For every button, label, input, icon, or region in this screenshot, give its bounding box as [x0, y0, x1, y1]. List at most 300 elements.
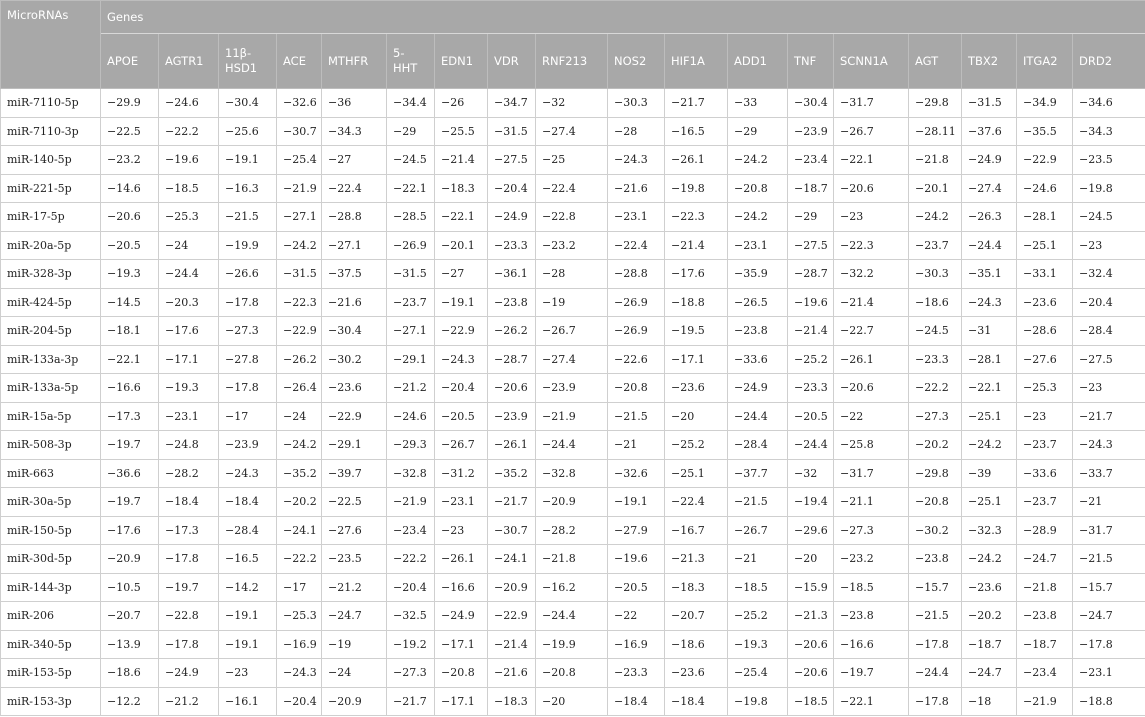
energy-value-cell: −32	[536, 89, 608, 118]
energy-value-cell: −29.1	[387, 345, 435, 374]
mirna-name-cell: miR-663	[1, 459, 101, 488]
energy-value-cell: −28.4	[1073, 317, 1145, 346]
energy-value-cell: −17.8	[1073, 630, 1145, 659]
energy-value-cell: −23.4	[1017, 659, 1073, 688]
energy-value-cell: −22.1	[435, 203, 488, 232]
energy-value-cell: −20.8	[728, 174, 788, 203]
mirna-name-cell: miR-424-5p	[1, 288, 101, 317]
energy-value-cell: −22.3	[277, 288, 322, 317]
energy-value-cell: −23.8	[909, 545, 962, 574]
table-row	[1, 659, 1145, 688]
energy-value-cell: −16.9	[277, 630, 322, 659]
energy-value-cell: −22.5	[101, 117, 159, 146]
energy-value-cell: −18.7	[1017, 630, 1073, 659]
table-row	[1, 545, 1145, 574]
energy-value-cell: −25.1	[665, 459, 728, 488]
energy-value-cell: −31.5	[962, 89, 1017, 118]
energy-value-cell: −26.5	[728, 288, 788, 317]
energy-value-cell: −16.6	[101, 374, 159, 403]
energy-value-cell: −20.4	[488, 174, 536, 203]
energy-value-cell: −23.1	[728, 231, 788, 260]
column-header: ADD1	[728, 34, 788, 89]
energy-value-cell: −12.2	[101, 687, 159, 716]
energy-value-cell: −19.7	[834, 659, 909, 688]
energy-value-cell: −26.1	[834, 345, 909, 374]
energy-value-cell: −16.3	[219, 174, 277, 203]
energy-value-cell: −18.6	[665, 630, 728, 659]
energy-value-cell: −20.2	[277, 488, 322, 517]
energy-value-cell: −29	[728, 117, 788, 146]
mirna-name-cell: miR-30a-5p	[1, 488, 101, 517]
energy-value-cell: −19.8	[728, 687, 788, 716]
energy-value-cell: −24.3	[435, 345, 488, 374]
energy-value-cell: −18.5	[159, 174, 219, 203]
energy-value-cell: −26.1	[435, 545, 488, 574]
energy-value-cell: −26.7	[728, 516, 788, 545]
energy-value-cell: −28.8	[322, 203, 387, 232]
energy-value-cell: −35.9	[728, 260, 788, 289]
energy-value-cell: −21.9	[387, 488, 435, 517]
energy-value-cell: −36.1	[488, 260, 536, 289]
energy-value-cell: −14.6	[101, 174, 159, 203]
energy-value-cell: −24.7	[1073, 602, 1145, 631]
energy-value-cell: −24.2	[728, 146, 788, 175]
energy-value-cell: −19.3	[101, 260, 159, 289]
energy-value-cell: −17.8	[159, 630, 219, 659]
energy-value-cell: −30.4	[788, 89, 834, 118]
energy-value-cell: −20	[788, 545, 834, 574]
energy-value-cell: −23.9	[219, 431, 277, 460]
energy-value-cell: −17	[277, 573, 322, 602]
mirna-name-cell: miR-153-5p	[1, 659, 101, 688]
energy-value-cell: −21.6	[322, 288, 387, 317]
energy-value-cell: −10.5	[101, 573, 159, 602]
mirna-name-cell: miR-133a-5p	[1, 374, 101, 403]
table-row	[1, 602, 1145, 631]
energy-value-cell: −32.4	[1073, 260, 1145, 289]
energy-value-cell: −21.8	[536, 545, 608, 574]
energy-value-cell: −24.7	[962, 659, 1017, 688]
table-row	[1, 174, 1145, 203]
energy-value-cell: −30.2	[909, 516, 962, 545]
energy-value-cell: −23.1	[159, 402, 219, 431]
energy-value-cell: −21.4	[435, 146, 488, 175]
energy-value-cell: −24.4	[159, 260, 219, 289]
energy-value-cell: −20.6	[788, 630, 834, 659]
energy-value-cell: −24.2	[728, 203, 788, 232]
energy-value-cell: −17.8	[219, 288, 277, 317]
energy-value-cell: −34.3	[1073, 117, 1145, 146]
energy-value-cell: −21.4	[788, 317, 834, 346]
energy-value-cell: −20.2	[909, 431, 962, 460]
column-header: AGT	[909, 34, 962, 89]
energy-value-cell: −19.6	[159, 146, 219, 175]
energy-value-cell: −33.7	[1073, 459, 1145, 488]
energy-value-cell: −19.1	[608, 488, 665, 517]
energy-value-cell: −21.9	[277, 174, 322, 203]
energy-value-cell: −23.8	[488, 288, 536, 317]
table-row	[1, 288, 1145, 317]
table-row	[1, 345, 1145, 374]
energy-value-cell: −20.7	[101, 602, 159, 631]
energy-value-cell: −25.6	[219, 117, 277, 146]
energy-value-cell: −21.9	[1017, 687, 1073, 716]
energy-value-cell: −28.1	[1017, 203, 1073, 232]
energy-value-cell: −24.3	[277, 659, 322, 688]
energy-value-cell: −25.4	[728, 659, 788, 688]
energy-value-cell: −20	[665, 402, 728, 431]
energy-value-cell: −21.5	[1073, 545, 1145, 574]
energy-value-cell: −26.3	[962, 203, 1017, 232]
energy-value-cell: −20.1	[435, 231, 488, 260]
energy-value-cell: −27.6	[1017, 345, 1073, 374]
energy-value-cell: −22	[834, 402, 909, 431]
energy-value-cell: −19.3	[159, 374, 219, 403]
energy-value-cell: −30.4	[322, 317, 387, 346]
energy-value-cell: −16.9	[608, 630, 665, 659]
energy-value-cell: −25.3	[1017, 374, 1073, 403]
energy-value-cell: −20.9	[101, 545, 159, 574]
mirna-name-cell: miR-17-5p	[1, 203, 101, 232]
energy-value-cell: −24.5	[909, 317, 962, 346]
energy-value-cell: −16.7	[665, 516, 728, 545]
energy-value-cell: −19	[322, 630, 387, 659]
table-row	[1, 459, 1145, 488]
mirna-name-cell: miR-20a-5p	[1, 231, 101, 260]
energy-value-cell: −24.3	[608, 146, 665, 175]
table-row	[1, 431, 1145, 460]
energy-value-cell: −20.3	[159, 288, 219, 317]
energy-value-cell: −26.4	[277, 374, 322, 403]
table-body	[1, 89, 1145, 716]
energy-value-cell: −20.8	[536, 659, 608, 688]
energy-value-cell: −17.1	[665, 345, 728, 374]
energy-value-cell: −31.7	[834, 89, 909, 118]
energy-value-cell: −26.2	[488, 317, 536, 346]
column-header: NOS2	[608, 34, 665, 89]
energy-value-cell: −21.4	[488, 630, 536, 659]
energy-value-cell: −31.7	[1073, 516, 1145, 545]
energy-value-cell: −25	[536, 146, 608, 175]
energy-value-cell: −35.5	[1017, 117, 1073, 146]
energy-value-cell: −25.8	[834, 431, 909, 460]
energy-value-cell: −17.6	[159, 317, 219, 346]
energy-value-cell: −23.7	[387, 288, 435, 317]
energy-value-cell: −22.2	[387, 545, 435, 574]
energy-value-cell: −31.5	[488, 117, 536, 146]
energy-value-cell: −30.4	[219, 89, 277, 118]
energy-value-cell: −18.7	[962, 630, 1017, 659]
energy-value-cell: −16.1	[219, 687, 277, 716]
energy-value-cell: −21.2	[387, 374, 435, 403]
energy-value-cell: −28	[536, 260, 608, 289]
energy-value-cell: −20.8	[435, 659, 488, 688]
energy-value-cell: −25.3	[277, 602, 322, 631]
energy-value-cell: −18.1	[101, 317, 159, 346]
energy-value-cell: −21.4	[834, 288, 909, 317]
energy-value-cell: −22.4	[536, 174, 608, 203]
energy-value-cell: −18.7	[788, 174, 834, 203]
energy-value-cell: −29.3	[387, 431, 435, 460]
energy-value-cell: −25.1	[1017, 231, 1073, 260]
energy-value-cell: −30.7	[277, 117, 322, 146]
group-header-genes: Genes	[101, 1, 1145, 34]
energy-value-cell: −24.4	[536, 602, 608, 631]
energy-value-cell: −24.4	[909, 659, 962, 688]
energy-value-cell: −19.6	[608, 545, 665, 574]
energy-value-cell: −22.2	[277, 545, 322, 574]
energy-value-cell: −27.4	[536, 117, 608, 146]
energy-value-cell: −19.1	[219, 602, 277, 631]
energy-value-cell: −19.7	[101, 431, 159, 460]
energy-value-cell: −22.4	[322, 174, 387, 203]
energy-value-cell: −35.2	[488, 459, 536, 488]
energy-value-cell: −24.3	[219, 459, 277, 488]
mirna-name-cell: miR-150-5p	[1, 516, 101, 545]
energy-value-cell: −39.7	[322, 459, 387, 488]
energy-value-cell: −18.5	[728, 573, 788, 602]
energy-value-cell: −27.8	[219, 345, 277, 374]
energy-value-cell: −17.1	[159, 345, 219, 374]
mirna-name-cell: miR-7110-3p	[1, 117, 101, 146]
energy-value-cell: −31.5	[277, 260, 322, 289]
energy-value-cell: −28	[608, 117, 665, 146]
energy-value-cell: −18.6	[909, 288, 962, 317]
energy-value-cell: −21.7	[1073, 402, 1145, 431]
energy-value-cell: −32.8	[387, 459, 435, 488]
energy-value-cell: −32.5	[387, 602, 435, 631]
energy-value-cell: −23.7	[1017, 431, 1073, 460]
energy-value-cell: −17.1	[435, 687, 488, 716]
energy-value-cell: −26	[435, 89, 488, 118]
energy-value-cell: −15.7	[909, 573, 962, 602]
energy-value-cell: −17.3	[101, 402, 159, 431]
table-row	[1, 374, 1145, 403]
energy-value-cell: −24	[277, 402, 322, 431]
energy-value-cell: −20.6	[101, 203, 159, 232]
energy-value-cell: −27.9	[608, 516, 665, 545]
energy-value-cell: −23.1	[608, 203, 665, 232]
energy-value-cell: −28.4	[728, 431, 788, 460]
energy-value-cell: −34.7	[488, 89, 536, 118]
energy-value-cell: −34.9	[1017, 89, 1073, 118]
energy-value-cell: −24	[159, 231, 219, 260]
energy-value-cell: −34.3	[322, 117, 387, 146]
energy-value-cell: −21.6	[488, 659, 536, 688]
energy-value-cell: −17.8	[159, 545, 219, 574]
energy-value-cell: −31.7	[834, 459, 909, 488]
energy-value-cell: −20.6	[834, 174, 909, 203]
energy-value-cell: −24	[322, 659, 387, 688]
mirna-name-cell: miR-140-5p	[1, 146, 101, 175]
header-group-row	[1, 1, 1145, 34]
table-row	[1, 146, 1145, 175]
energy-value-cell: −20.5	[788, 402, 834, 431]
energy-value-cell: −33.1	[1017, 260, 1073, 289]
energy-value-cell: −25.4	[277, 146, 322, 175]
energy-value-cell: −28.8	[608, 260, 665, 289]
energy-value-cell: −20	[536, 687, 608, 716]
energy-value-cell: −27.3	[387, 659, 435, 688]
energy-value-cell: −34.4	[387, 89, 435, 118]
energy-value-cell: −22.8	[536, 203, 608, 232]
mirna-name-cell: miR-30d-5p	[1, 545, 101, 574]
table-row	[1, 89, 1145, 118]
energy-value-cell: −24.3	[962, 288, 1017, 317]
energy-value-cell: −19.1	[435, 288, 488, 317]
energy-value-cell: −19.7	[159, 573, 219, 602]
energy-value-cell: −31.2	[435, 459, 488, 488]
energy-value-cell: −22.1	[387, 174, 435, 203]
energy-value-cell: −26.2	[277, 345, 322, 374]
energy-value-cell: −28.4	[219, 516, 277, 545]
energy-value-cell: −23.9	[788, 117, 834, 146]
energy-value-cell: −19	[536, 288, 608, 317]
energy-value-cell: −22.2	[909, 374, 962, 403]
energy-value-cell: −30.3	[909, 260, 962, 289]
mirna-name-cell: miR-206	[1, 602, 101, 631]
table-row	[1, 402, 1145, 431]
energy-value-cell: −14.2	[219, 573, 277, 602]
column-header: 11β-HSD1	[219, 34, 277, 89]
column-header: ACE	[277, 34, 322, 89]
energy-value-cell: −19.4	[788, 488, 834, 517]
energy-value-cell: −32.2	[834, 260, 909, 289]
column-header: MTHFR	[322, 34, 387, 89]
mirna-name-cell: miR-508-3p	[1, 431, 101, 460]
column-header: AGTR1	[159, 34, 219, 89]
column-header: 5-HHT	[387, 34, 435, 89]
energy-value-cell: −21.9	[536, 402, 608, 431]
energy-value-cell: −17	[219, 402, 277, 431]
energy-value-cell: −21.8	[909, 146, 962, 175]
energy-value-cell: −29.6	[788, 516, 834, 545]
table-row	[1, 231, 1145, 260]
energy-value-cell: −23.1	[435, 488, 488, 517]
energy-value-cell: −22.2	[159, 117, 219, 146]
column-header: SCNN1A	[834, 34, 909, 89]
energy-value-cell: −23	[834, 203, 909, 232]
energy-value-cell: −21.6	[608, 174, 665, 203]
energy-value-cell: −22	[608, 602, 665, 631]
energy-value-cell: −23.2	[536, 231, 608, 260]
column-header: TNF	[788, 34, 834, 89]
energy-value-cell: −21.5	[728, 488, 788, 517]
energy-value-cell: −18	[962, 687, 1017, 716]
energy-value-cell: −27.6	[322, 516, 387, 545]
energy-value-cell: −16.2	[536, 573, 608, 602]
energy-value-cell: −28.7	[488, 345, 536, 374]
table-row	[1, 317, 1145, 346]
energy-value-cell: −18.4	[608, 687, 665, 716]
energy-value-cell: −24.6	[1017, 174, 1073, 203]
energy-value-cell: −29.9	[101, 89, 159, 118]
energy-value-cell: −24.9	[488, 203, 536, 232]
energy-value-cell: −22.6	[608, 345, 665, 374]
energy-value-cell: −26.6	[219, 260, 277, 289]
energy-value-cell: −18.5	[834, 573, 909, 602]
energy-value-cell: −22.5	[322, 488, 387, 517]
energy-value-cell: −18.6	[101, 659, 159, 688]
mirna-name-cell: miR-7110-5p	[1, 89, 101, 118]
mirna-name-cell: miR-133a-3p	[1, 345, 101, 374]
energy-value-cell: −23.3	[488, 231, 536, 260]
energy-value-cell: −26.7	[834, 117, 909, 146]
energy-value-cell: −20.4	[1073, 288, 1145, 317]
energy-value-cell: −18.8	[1073, 687, 1145, 716]
energy-value-cell: −22.3	[665, 203, 728, 232]
table-row	[1, 573, 1145, 602]
energy-value-cell: −18.4	[219, 488, 277, 517]
energy-value-cell: −21.5	[909, 602, 962, 631]
column-header: DRD2	[1073, 34, 1145, 89]
energy-value-cell: −24.9	[728, 374, 788, 403]
energy-value-cell: −19.6	[788, 288, 834, 317]
energy-value-cell: −19.8	[1073, 174, 1145, 203]
energy-value-cell: −18.4	[159, 488, 219, 517]
energy-value-cell: −14.5	[101, 288, 159, 317]
energy-value-cell: −23.8	[728, 317, 788, 346]
energy-value-cell: −20.4	[277, 687, 322, 716]
energy-value-cell: −24.2	[962, 431, 1017, 460]
energy-value-cell: −18.5	[788, 687, 834, 716]
energy-value-cell: −27.1	[322, 231, 387, 260]
mirna-name-cell: miR-204-5p	[1, 317, 101, 346]
energy-value-cell: −20.7	[665, 602, 728, 631]
energy-value-cell: −26.1	[665, 146, 728, 175]
energy-value-cell: −30.7	[488, 516, 536, 545]
table-row	[1, 203, 1145, 232]
energy-value-cell: −23.9	[536, 374, 608, 403]
energy-value-cell: −24.2	[962, 545, 1017, 574]
energy-value-cell: −23.5	[322, 545, 387, 574]
energy-value-cell: −21.1	[834, 488, 909, 517]
energy-value-cell: −24.7	[1017, 545, 1073, 574]
energy-value-cell: −24.9	[962, 146, 1017, 175]
energy-value-cell: −19.9	[219, 231, 277, 260]
energy-value-cell: −27.5	[788, 231, 834, 260]
energy-value-cell: −23	[435, 516, 488, 545]
energy-value-cell: −22.9	[488, 602, 536, 631]
energy-value-cell: −26.9	[387, 231, 435, 260]
energy-value-cell: −27.1	[277, 203, 322, 232]
energy-value-cell: −21.7	[488, 488, 536, 517]
energy-value-cell: −15.9	[788, 573, 834, 602]
energy-value-cell: −19.3	[728, 630, 788, 659]
energy-value-cell: −15.7	[1073, 573, 1145, 602]
row-header-mirnas: MicroRNAs	[1, 1, 101, 89]
energy-value-cell: −33	[728, 89, 788, 118]
energy-value-cell: −21.3	[665, 545, 728, 574]
energy-value-cell: −21	[608, 431, 665, 460]
energy-value-cell: −27.1	[387, 317, 435, 346]
energy-value-cell: −23.6	[1017, 288, 1073, 317]
energy-value-cell: −31.5	[387, 260, 435, 289]
energy-value-cell: −28.7	[788, 260, 834, 289]
energy-value-cell: −18.8	[665, 288, 728, 317]
table-row	[1, 260, 1145, 289]
table-row	[1, 488, 1145, 517]
mirna-name-cell: miR-221-5p	[1, 174, 101, 203]
energy-value-cell: −16.6	[834, 630, 909, 659]
column-header: TBX2	[962, 34, 1017, 89]
energy-value-cell: −23.4	[387, 516, 435, 545]
energy-value-cell: −23.5	[1073, 146, 1145, 175]
energy-value-cell: −19.5	[665, 317, 728, 346]
energy-value-cell: −25.3	[159, 203, 219, 232]
energy-value-cell: −21.2	[159, 687, 219, 716]
energy-value-cell: −20.9	[322, 687, 387, 716]
